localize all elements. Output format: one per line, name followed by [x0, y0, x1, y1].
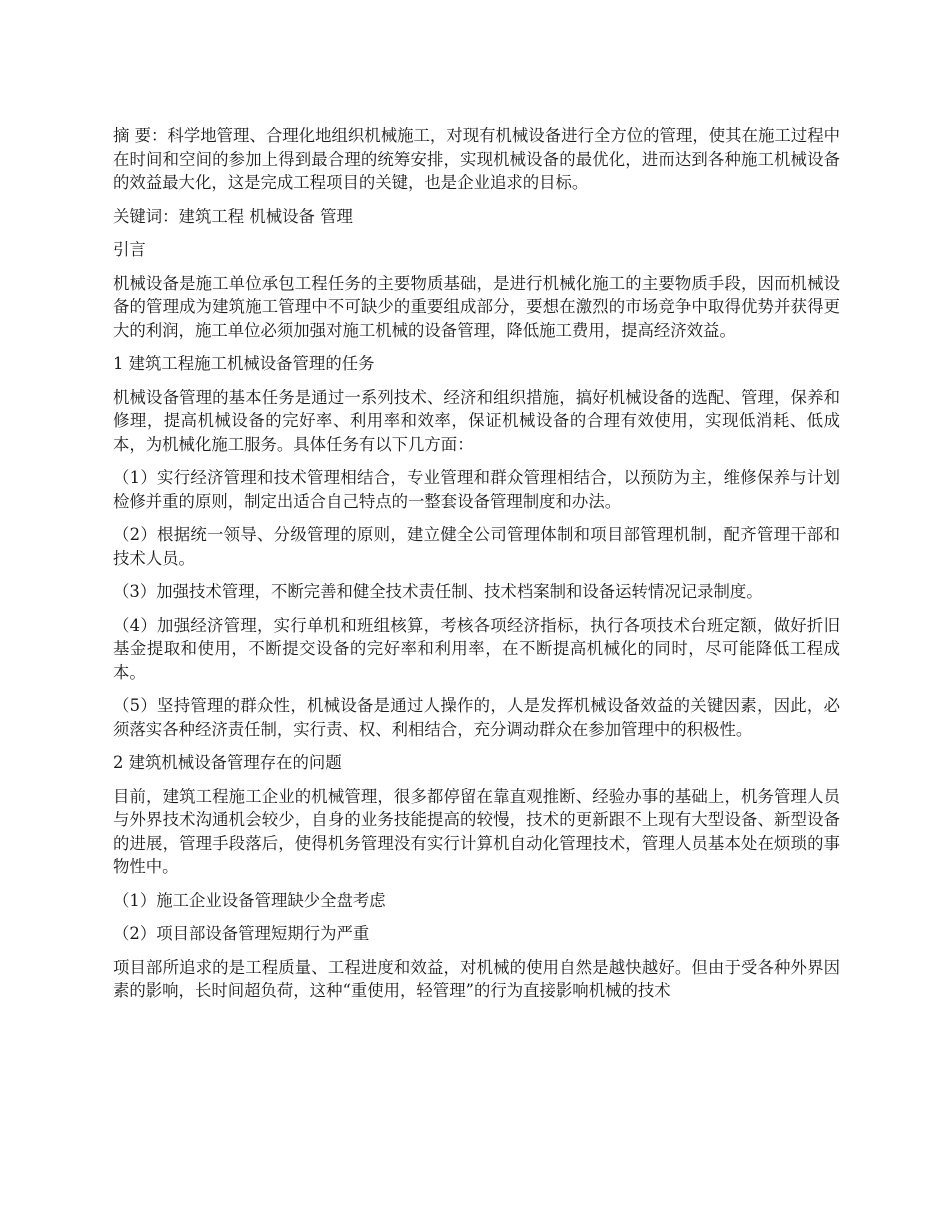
problem-item-2: （2）项目部设备管理短期行为严重 [113, 924, 370, 943]
section-2-heading: 2 建筑机械设备管理存在的问题 [113, 753, 342, 772]
introduction-heading: 引言 [113, 240, 146, 259]
task-item-5: （5）坚持管理的群众性，机械设备是通过人操作的，人是发挥机械设备效益的关键因素，因此，必须落实各种经济责任制，实行责、权、利相结合，充分调动群众在参加管理中的积极性。 [113, 696, 840, 739]
abstract-paragraph: 摘 要：科学地管理、合理化地组织机械施工，对现有机械设备进行全方位的管理，使其在施工过程中在时间和空间的参加上得到最合理的统筹安排，实现机械设备的最优化，进而达到各种施工机械设备的效益最大化，这是完成工程项目的关键，也是企业追求的目标。 [113, 126, 840, 192]
problem-2-paragraph: 项目部所追求的是工程质量、工程进度和效益，对机械的使用自然是越快越好。但由于受各种外界因素的影响，长时间超负荷，这种“重使用，轻管理”的行为直接影响机械的技术 [113, 957, 840, 1000]
section-1-heading: 1 建筑工程施工机械设备管理的任务 [113, 354, 375, 373]
problem-item-1: （1）施工企业设备管理缺少全盘考虑 [113, 890, 386, 910]
task-item-4: （4）加强经济管理，实行单机和班组核算，考核各项经济指标，执行各项技术台班定额，做好折旧基金提取和使用，不断提交设备的完好率和利用率，在不断提高机械化的同时，尽可能降低工程成本。 [113, 615, 840, 682]
section-2-intro-paragraph: 目前，建筑工程施工企业的机械管理，很多都停留在靠直观推断、经验办事的基础上，机务管理人员与外界技术沟通机会较少，自身的业务技能提高的较慢，技术的更新跟不上现有大型设备、新型设备的进展，管理手段落后，使得机务管理没有实行计算机自动化管理技术，管理人员基本处在烦琐的事物性中。 [113, 786, 840, 876]
task-item-1: （1）实行经济管理和技术管理相结合，专业管理和群众管理相结合，以预防为主，维修保养与计划检修并重的原则，制定出适合自己特点的一整套设备管理制度和办法。 [113, 468, 840, 511]
section-1-intro-paragraph: 机械设备管理的基本任务是通过一系列技术、经济和组织措施，搞好机械设备的选配、管理，保养和修理，提高机械设备的完好率、利用率和效率，保证机械设备的合理有效使用，实现低消耗、低成本，为机械化施工服务。具体任务有以下几方面： [113, 387, 840, 454]
task-item-2: （2）根据统一领导、分级管理的原则，建立健全公司管理体制和项目部管理机制，配齐管理干部和技术人员。 [113, 525, 840, 568]
introduction-paragraph: 机械设备是施工单位承包工程任务的主要物质基础，是进行机械化施工的主要物质手段，因而机械设备的管理成为建筑施工管理中不可缺少的重要组成部分，要想在激烈的市场竞争中取得优势并获得更大的利润，施工单位必须加强对施工机械的设备管理，降低施工费用，提高经济效益。 [113, 273, 840, 340]
keywords-paragraph: 关键词：建筑工程 机械设备 管理 [113, 206, 353, 226]
task-item-3: （3）加强技术管理，不断完善和健全技术责任制、技术档案制和设备运转情况记录制度。 [113, 582, 763, 601]
